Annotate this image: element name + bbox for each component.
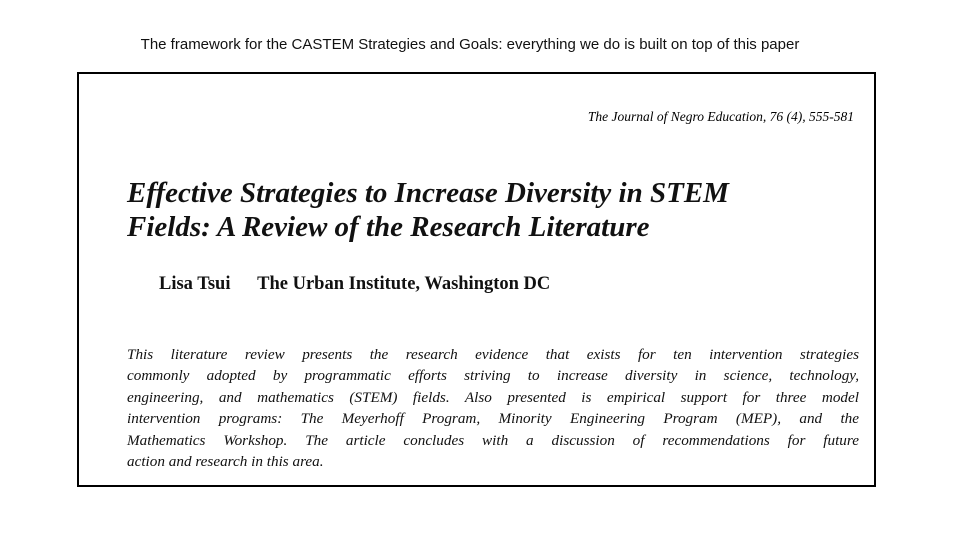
- abstract-line: commonly adopted by programmatic efforts striving to increase diversity in science, technology,: [127, 367, 859, 385]
- abstract-line: action and research in this area.: [127, 453, 324, 471]
- paper-title-line: Effective Strategies to Increase Diversity in STEM: [127, 177, 729, 209]
- author-name: Lisa Tsui: [159, 274, 231, 294]
- author-affiliation: The Urban Institute, Washington DC: [257, 274, 551, 294]
- abstract-line: intervention programs: The Meyerhoff Program, Minority Engineering Program (MEP), and the: [127, 410, 859, 428]
- abstract-line: Mathematics Workshop. The article concludes with a discussion of recommendations for future: [127, 431, 859, 449]
- abstract-line: engineering, and mathematics (STEM) fields. Also presented is empirical support for three model: [127, 388, 859, 406]
- paper-title-line: Fields: A Review of the Research Literature: [127, 211, 650, 243]
- paper-title: [127, 176, 847, 244]
- paper-excerpt-frame: [77, 72, 876, 487]
- slide-caption: The framework for the CASTEM Strategies and Goals: everything we do is built on top of this paper: [140, 36, 800, 53]
- byline: [159, 274, 550, 295]
- journal-citation: The Journal of Negro Education, 76 (4), 555-581: [587, 109, 854, 124]
- abstract-line: This literature review presents the research evidence that exists for ten intervention strategies: [127, 346, 859, 363]
- abstract: [127, 344, 859, 472]
